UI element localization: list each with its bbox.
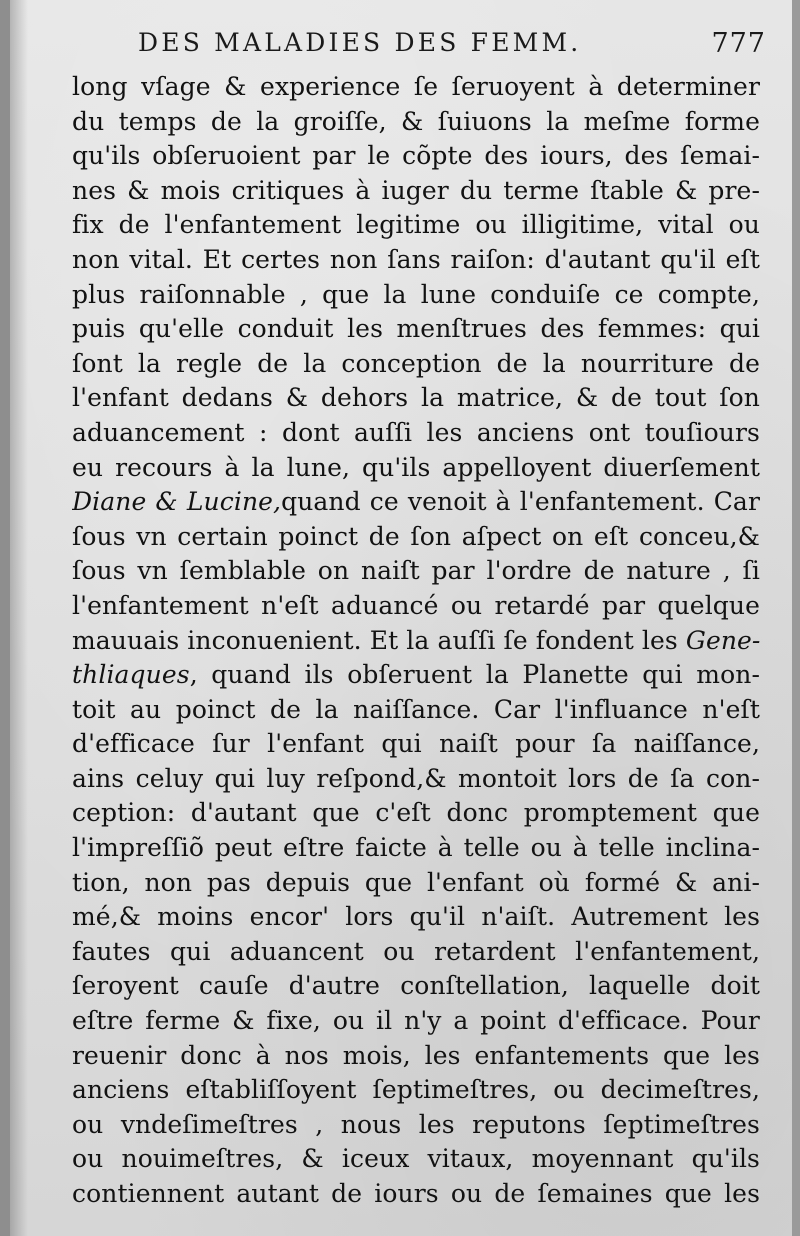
text-segment: qu'ils obſeruoient par le cõpte des iours, des ſemai- [72, 141, 760, 171]
text-segment: d'efficace ſur l'enfant qui naiſt pour ſa naiſſance, [72, 729, 760, 759]
text-segment: eſtre ferme & fixe, ou il n'y a point d'efficace. Pour [72, 1006, 760, 1036]
text-segment: toit au poinct de la naiſſance. Car l'influance n'eſt [72, 694, 760, 724]
text-segment: l'enfant dedans & dehors la matrice, & de tout ſon [72, 383, 760, 413]
text-segment: anciens eſtabliſſoyent ſeptimeſtres, ou decimeſtres, [72, 1075, 760, 1105]
italic-text-segment: Gene- [685, 625, 760, 655]
text-line [72, 1177, 760, 1212]
text-segment: ſont la regle de la conception de la nourriture de [72, 348, 760, 378]
text-line [72, 900, 760, 935]
text-segment: aduancement : dont auſſi les anciens ont touſiours [72, 417, 760, 447]
text-segment: long vſage & experience ſe ſeruoyent à determiner [72, 72, 760, 101]
text-line [72, 485, 760, 520]
text-segment: l'enfantement n'eſt aduancé ou retardé par quelque [72, 590, 760, 620]
text-line [72, 451, 760, 486]
text-segment: puis qu'elle conduit les menſtrues des femmes: qui [72, 314, 760, 344]
page-header [138, 28, 778, 64]
text-line [72, 866, 760, 901]
text-line [72, 70, 760, 105]
text-line [72, 969, 760, 1004]
text-line [72, 1108, 760, 1143]
text-segment: ſous vn certain poinct de ſon aſpect on eſt conceu,& [72, 521, 760, 551]
text-segment: reuenir donc à nos mois, les enfantements que les [72, 1040, 760, 1070]
text-line [72, 554, 760, 589]
text-segment: fix de l'enfantement legitime ou illigitime, vital ou [72, 210, 760, 240]
text-segment: contiennent autant de iours ou de ſemaines que les [72, 1179, 760, 1208]
text-segment: l'impreſſiõ peut eſtre faicte à telle ou à telle inclina- [72, 833, 760, 863]
italic-text-segment: Diane & Lucine, [72, 487, 282, 517]
text-segment: ou vndeſimeſtres , nous les reputons ſeptimeſtres [72, 1109, 760, 1139]
text-segment: mauuais inconuenient. Et la auſſi ſe fondent les [72, 625, 686, 655]
text-line [72, 658, 760, 693]
text-line [72, 727, 760, 762]
text-segment: fautes qui aduancent ou retardent l'enfantement, [72, 936, 760, 966]
text-segment: mé,& moins encor' lors qu'il n'aiſt. Autrement les [72, 902, 760, 932]
text-segment: ſous vn ſemblable on naiſt par l'ordre de nature , ſi [72, 556, 760, 586]
body-text [72, 70, 760, 1212]
text-line [72, 693, 760, 728]
text-line [72, 278, 760, 313]
text-segment: ou nouimeſtres, & iceux vitaux, moyennant qu'ils [72, 1144, 760, 1174]
text-segment: tion, non pas depuis que l'enfant où formé & ani- [72, 867, 760, 897]
text-line [72, 208, 760, 243]
text-line [72, 1039, 760, 1074]
text-line [72, 796, 760, 831]
text-line [72, 935, 760, 970]
text-segment: ſeroyent cauſe d'autre conſtellation, laquelle doit [72, 971, 760, 1001]
text-line [72, 1073, 760, 1108]
page-number: 777 [711, 28, 766, 59]
text-segment: nes & mois critiques à iuger du terme ſtable & pre- [72, 175, 760, 205]
text-segment: plus raiſonnable , que la lune conduiſe ce compte, [72, 279, 760, 309]
text-line [72, 762, 760, 797]
text-line [72, 520, 760, 555]
text-line [72, 1004, 760, 1039]
text-line [72, 589, 760, 624]
text-line [72, 139, 760, 174]
text-line [72, 243, 760, 278]
text-segment: eu recours à la lune, qu'ils appelloyent diuerſement [72, 452, 760, 482]
text-segment: non vital. Et certes non ſans raiſon: d'autant qu'il eſt [72, 244, 760, 274]
text-segment: du temps de la groiſſe, & ſuiuons la meſme forme [72, 106, 760, 136]
text-line [72, 174, 760, 209]
text-line [72, 347, 760, 382]
text-segment: ception: d'autant que c'eſt donc promptement que [72, 798, 760, 828]
text-line [72, 381, 760, 416]
text-line [72, 312, 760, 347]
text-line [72, 831, 760, 866]
text-segment: ains celuy qui luy reſpond,& montoit lors de ſa con- [72, 763, 760, 793]
text-line [72, 1142, 760, 1177]
text-line [72, 624, 760, 659]
text-line [72, 105, 760, 140]
running-head: DES MALADIES DES FEMM. [138, 28, 582, 57]
italic-text-segment: thliaques [72, 660, 190, 690]
text-segment: quand ce venoit à l'enfantement. Car [281, 487, 760, 517]
text-segment: , quand ils obſeruent la Planette qui mon- [189, 660, 760, 690]
text-line [72, 416, 760, 451]
